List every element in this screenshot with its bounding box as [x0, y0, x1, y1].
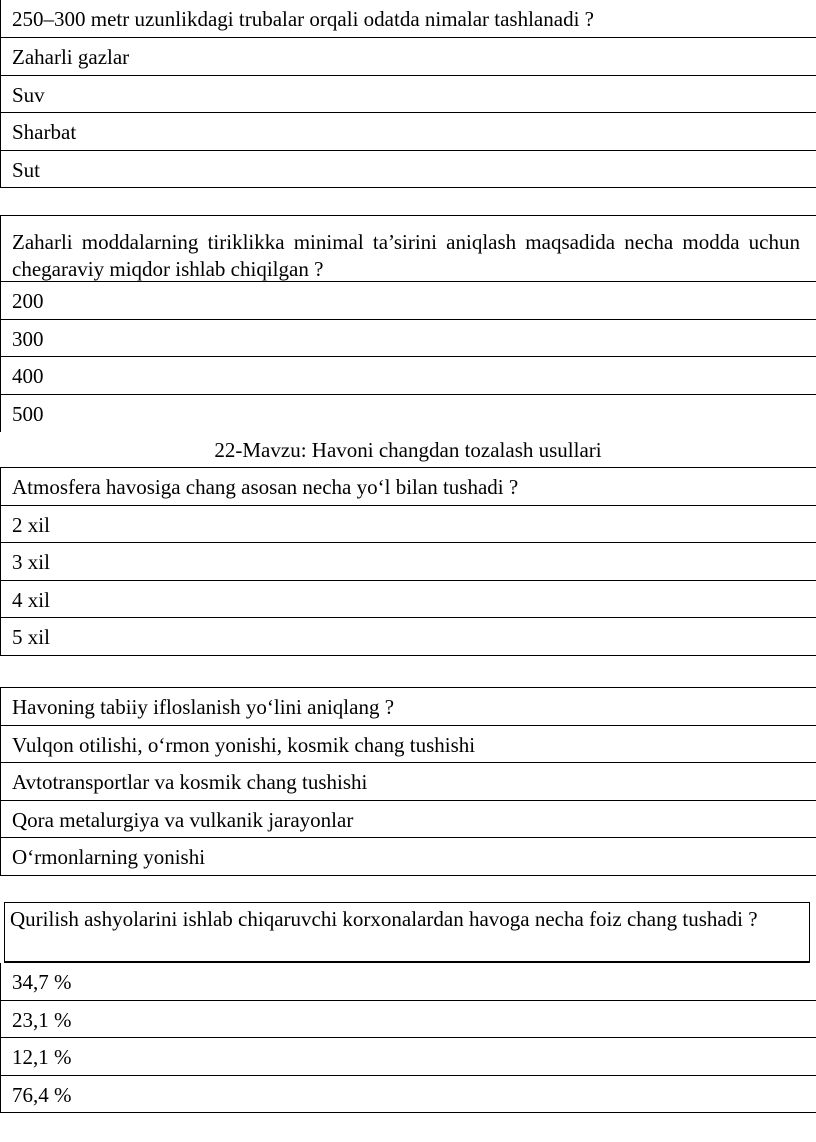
- answer-option: Sut: [0, 151, 816, 189]
- answer-option: 2 xil: [0, 506, 816, 544]
- question-text: Havoning tabiiy ifloslanish yo‘lini aniqlang ?: [0, 687, 816, 726]
- answer-option: Sharbat: [0, 113, 816, 151]
- answer-option: 76,4 %: [0, 1076, 816, 1114]
- question-text: Qurilish ashyolarini ishlab chiqaruvchi korxonalardan havoga necha foiz chang tushadi ?: [4, 902, 810, 963]
- question-block-2: [0, 215, 816, 432]
- question-block-4: [0, 687, 816, 876]
- question-text: 250–300 metr uzunlikdagi trubalar orqali odatda nimalar tashlanadi ?: [0, 0, 816, 38]
- answer-option: O‘rmonlarning yonishi: [0, 838, 816, 876]
- answer-option: 300: [0, 320, 816, 358]
- answer-option: 200: [0, 282, 816, 320]
- answer-option: Zaharli gazlar: [0, 38, 816, 76]
- answer-option: 3 xil: [0, 543, 816, 581]
- question-text: Atmosfera havosiga chang asosan necha yo‘l bilan tushadi ?: [0, 467, 816, 506]
- question-block-5: [0, 963, 816, 1113]
- answer-option: Qora metalurgiya va vulkanik jarayonlar: [0, 801, 816, 839]
- answer-option: 4 xil: [0, 581, 816, 619]
- answer-option: Avtotransportlar va kosmik chang tushishi: [0, 763, 816, 801]
- answer-option: Vulqon otilishi, o‘rmon yonishi, kosmik chang tushishi: [0, 726, 816, 764]
- answer-option: 34,7 %: [0, 963, 816, 1001]
- answer-option: 5 xil: [0, 618, 816, 656]
- answer-option: Suv: [0, 76, 816, 114]
- answer-option: 500: [0, 395, 816, 433]
- question-block-3: [0, 467, 816, 656]
- question-text: Zaharli moddalarning tiriklikka minimal ta’sirini aniqlash maqsadida necha modda uchun chegaraviy miqdor ishlab chiqilgan ?: [0, 215, 816, 282]
- answer-option: 12,1 %: [0, 1038, 816, 1076]
- section-heading: 22-Mavzu: Havoni changdan tozalash usullari: [214, 438, 602, 462]
- question-block-1: [0, 0, 816, 188]
- answer-option: 23,1 %: [0, 1001, 816, 1039]
- answer-option: 400: [0, 357, 816, 395]
